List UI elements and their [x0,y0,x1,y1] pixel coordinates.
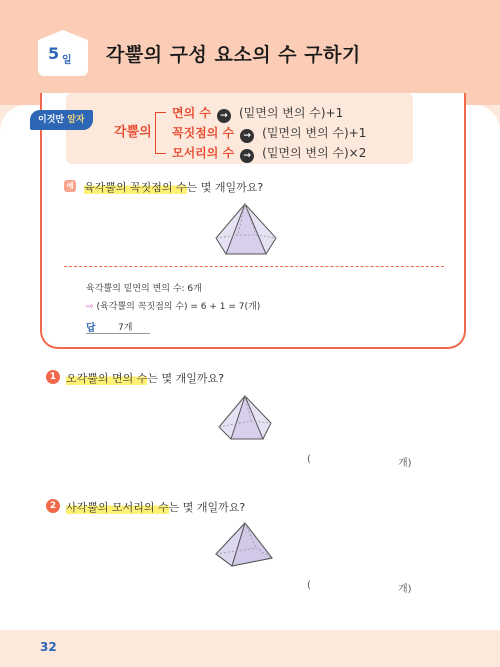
problem-1-question [66,370,224,386]
solution-line-2 [86,299,260,312]
concept-subject: 각뿔의 [114,125,152,140]
page-title: 각뿔의 구성 요소의 수 구하기 [106,44,361,66]
concept-tag [30,110,93,130]
solution-line-2-text: (육각뿔의 꼭짓점의 수) = 6 + 1 = 7(개) [96,302,261,312]
footer-band [0,630,500,667]
problem-number-badge: 1 [46,370,60,384]
answer-unit: 개) [398,458,412,469]
rule-term: 꼭짓점의 수 [172,126,235,140]
answer-paren-open: ( [307,454,311,465]
answer-label: 답 [86,323,96,334]
rule-edges [172,144,366,163]
rule-term: 면의 수 [172,106,211,120]
solution-line-1: 육각뿔의 밑면의 변의 수: 6개 [86,284,202,294]
example-divider [64,266,444,267]
page-number: 32 [40,640,57,654]
arrow-right-icon: → [240,129,254,143]
answer-underline [86,333,150,334]
answer-value: 7개 [118,323,133,333]
example-badge: 예 [64,180,76,192]
day-badge [38,30,88,76]
concept-bracket [155,112,166,154]
problem-2-rest: 는 몇 개일까요? [168,501,246,514]
problem-2-highlight: 사각뿔의 모서리의 수 [66,501,169,514]
day-unit: 일 [62,55,72,66]
square-pyramid-figure [212,520,278,570]
answer-paren-open: ( [307,580,311,591]
arrow-right-icon: → [240,149,254,163]
answer-unit: 개) [398,584,412,595]
problem-1-highlight: 오각뿔의 면의 수 [66,372,148,385]
rule-expr: (밑면의 변의 수)+1 [262,126,367,140]
hexagonal-pyramid-figure [210,200,280,262]
problem-number-badge: 2 [46,499,60,513]
problem-2-question [66,499,245,515]
concept-tag-strong: 알자 [67,115,85,125]
concept-tag-prefix: 이것만 [38,115,65,125]
rule-faces [172,104,343,123]
rule-vertices [172,124,366,143]
rule-term: 모서리의 수 [172,146,235,160]
problem-1-rest: 는 몇 개일까요? [147,372,224,385]
example-question-rest: 는 몇 개일까요? [186,181,264,194]
arrow-right-icon: → [217,109,231,123]
day-number: 5 [48,44,60,63]
example-question-highlight: 육각뿔의 꼭짓점의 수 [84,181,187,194]
double-arrow-icon: ⇨ [86,302,94,312]
pentagonal-pyramid-figure [215,393,275,445]
rule-expr: (밑면의 변의 수)+1 [238,106,344,120]
example-question [84,179,263,195]
header-band [0,0,500,105]
rule-expr: (밑면의 변의 수)×2 [262,146,367,160]
